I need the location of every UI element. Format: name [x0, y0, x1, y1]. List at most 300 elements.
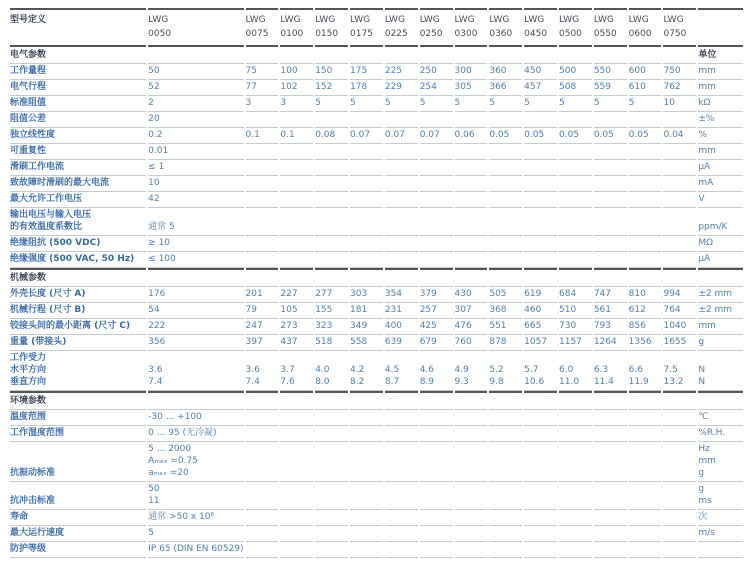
param-value-text	[663, 221, 696, 233]
param-value-text: 505	[489, 289, 507, 299]
param-value-text	[455, 209, 488, 221]
param-value	[489, 144, 522, 160]
param-value-text	[350, 483, 383, 495]
param-value-text	[559, 221, 592, 233]
param-value-text: 1356	[628, 337, 652, 347]
param-value-text	[594, 483, 627, 495]
section-spacer	[246, 268, 279, 287]
param-value-text	[489, 193, 522, 205]
param-value	[420, 410, 453, 426]
param-value-text: Aₘₐₓ =0.75	[148, 456, 198, 466]
param-value	[455, 319, 488, 335]
param-value	[246, 351, 279, 391]
model-prefix: LWG	[593, 15, 614, 25]
param-value	[385, 426, 418, 442]
param-value	[629, 236, 662, 252]
param-value-text	[559, 411, 592, 423]
param-value-text	[315, 511, 348, 523]
param-value-text: 247	[245, 321, 263, 331]
spec-row	[10, 287, 743, 303]
param-value-text: 437	[280, 337, 298, 347]
param-unit	[698, 542, 743, 558]
param-value	[420, 236, 453, 252]
param-value-text: 77	[245, 82, 257, 92]
param-value-text	[594, 161, 627, 173]
param-value	[246, 96, 279, 112]
param-value	[524, 176, 557, 192]
param-unit-text: mA	[698, 178, 714, 188]
param-value-text	[489, 543, 522, 555]
param-value-text: 762	[663, 82, 681, 92]
param-unit-text: μA	[698, 254, 711, 264]
param-value-text	[524, 253, 557, 265]
param-value-text: 349	[350, 321, 368, 331]
param-label-text: 温度范围	[10, 412, 47, 422]
section-spacer	[315, 268, 348, 287]
param-value-text	[594, 455, 627, 467]
param-value-text	[524, 483, 557, 495]
param-value	[246, 64, 279, 80]
model-definition-label	[10, 8, 146, 45]
param-value	[524, 510, 557, 526]
model-definition-text: 型号定义	[10, 15, 47, 25]
param-value-text: 619	[524, 289, 542, 299]
param-value-text: 50	[148, 66, 160, 76]
param-value-text	[350, 527, 383, 539]
param-value-text	[629, 193, 662, 205]
param-value-text	[420, 237, 453, 249]
param-value-text: 5	[350, 98, 356, 108]
param-value-text	[559, 483, 592, 495]
param-value-text: 323	[315, 321, 333, 331]
param-value-text	[663, 237, 696, 249]
param-unit	[698, 335, 743, 351]
param-value-text: 610	[628, 82, 646, 92]
param-value	[559, 236, 592, 252]
param-value-text	[489, 483, 522, 495]
param-value-text: 307	[454, 305, 472, 315]
param-value	[455, 80, 488, 96]
param-value	[663, 252, 696, 268]
param-value-text	[489, 145, 522, 157]
param-label-text: 水平方向	[10, 365, 47, 375]
param-value-text	[246, 237, 279, 249]
param-value	[629, 144, 662, 160]
param-value	[385, 287, 418, 303]
param-value-text	[455, 455, 488, 467]
param-value-text	[489, 352, 522, 364]
param-value	[489, 482, 522, 510]
param-value	[246, 80, 279, 96]
param-value	[350, 96, 383, 112]
param-value-text: 0.05	[524, 130, 545, 140]
param-value	[559, 303, 592, 319]
param-value	[148, 510, 243, 526]
param-value	[246, 510, 279, 526]
param-value-text	[246, 527, 279, 539]
param-value-text: 11.9	[628, 377, 649, 387]
param-value-text	[280, 161, 313, 173]
param-value-text	[315, 177, 348, 189]
param-value-text	[246, 352, 279, 364]
param-value-text	[315, 543, 348, 555]
param-value	[420, 482, 453, 510]
param-label	[10, 128, 146, 144]
param-value-text	[455, 253, 488, 265]
param-value-text: 7.5	[663, 365, 678, 375]
param-value-text	[594, 443, 627, 455]
spec-row	[10, 442, 743, 482]
model-column-header	[594, 8, 627, 45]
param-value	[350, 410, 383, 426]
param-value-text	[280, 177, 313, 189]
param-value-text	[315, 455, 348, 467]
param-value	[489, 442, 522, 482]
param-value-text	[280, 443, 313, 455]
param-value-text: 201	[245, 289, 263, 299]
model-column-header	[455, 8, 488, 45]
param-value-text	[246, 145, 279, 157]
param-value	[315, 96, 348, 112]
param-value-text: 430	[454, 289, 472, 299]
param-value	[315, 252, 348, 268]
param-value-text: 79	[245, 305, 257, 315]
param-value-text: 354	[384, 289, 403, 299]
param-value	[663, 319, 696, 335]
param-value-text	[455, 237, 488, 249]
param-value-text: 10	[663, 98, 675, 108]
param-value	[629, 319, 662, 335]
param-value	[420, 144, 453, 160]
param-value	[350, 442, 383, 482]
param-value	[385, 482, 418, 510]
param-value	[559, 252, 592, 268]
param-value-text	[246, 443, 279, 455]
param-value	[385, 510, 418, 526]
param-value	[455, 176, 488, 192]
param-value-text	[420, 455, 453, 467]
param-value-text: 0.01	[148, 146, 169, 156]
param-value-text	[246, 193, 279, 205]
param-value-text: 5	[148, 528, 154, 538]
model-column-header	[524, 8, 557, 45]
param-label	[10, 526, 146, 542]
param-value-text: 6.6	[628, 365, 643, 375]
model-prefix: LWG	[419, 15, 440, 25]
param-value	[663, 303, 696, 319]
param-label-text: 致故障时滑刷的最大电流	[10, 178, 110, 188]
param-value-text: 397	[245, 337, 263, 347]
param-value	[489, 319, 522, 335]
param-value-text	[524, 495, 557, 507]
param-value-text: 4.2	[350, 365, 365, 375]
param-value-text	[559, 161, 592, 173]
param-value-text: 994	[663, 289, 681, 299]
param-value-text	[315, 427, 348, 439]
param-value-text	[559, 543, 592, 555]
param-value-text	[246, 177, 279, 189]
param-value-text	[594, 237, 627, 249]
param-value-text	[455, 411, 488, 423]
param-value-text	[524, 209, 557, 221]
param-value-text	[280, 483, 313, 495]
param-value-text	[280, 455, 313, 467]
spec-table	[8, 8, 745, 558]
section-title-text: 电气参数	[10, 50, 47, 60]
param-value	[559, 351, 592, 391]
spec-row	[10, 176, 743, 192]
param-value-text: 508	[559, 82, 577, 92]
param-label-text: 工作量程	[10, 66, 47, 76]
param-value-text: 176	[148, 289, 166, 299]
param-value	[148, 64, 243, 80]
param-value-text	[524, 427, 557, 439]
param-value	[594, 351, 627, 391]
param-label	[10, 236, 146, 252]
param-value-text	[559, 145, 592, 157]
param-label	[10, 510, 146, 526]
param-value	[246, 410, 279, 426]
param-value-text	[455, 511, 488, 523]
param-value	[280, 96, 313, 112]
param-value-text	[246, 483, 279, 495]
param-value	[246, 252, 279, 268]
param-value-text	[489, 455, 522, 467]
param-value-text	[385, 511, 418, 523]
param-value-text	[663, 511, 696, 523]
param-value-text: 550	[593, 66, 612, 76]
param-value-text	[489, 113, 522, 125]
param-value-text	[489, 443, 522, 455]
param-value-text	[420, 511, 453, 523]
param-value-text	[524, 161, 557, 173]
param-value-text: 4.6	[419, 365, 435, 375]
param-value	[315, 335, 348, 351]
param-value	[663, 526, 696, 542]
model-code: 0075	[245, 29, 269, 39]
param-value	[594, 319, 627, 335]
param-value	[385, 526, 418, 542]
param-value-text	[559, 467, 592, 479]
param-value	[663, 335, 696, 351]
param-value	[315, 192, 348, 208]
param-value	[524, 160, 557, 176]
param-value-text	[350, 237, 383, 249]
param-value-text: 105	[280, 305, 298, 315]
param-value	[455, 526, 488, 542]
param-value	[148, 192, 243, 208]
section-title	[10, 391, 146, 410]
section-spacer	[148, 268, 243, 287]
param-value	[148, 482, 243, 510]
param-value-text: 0.1	[245, 130, 260, 140]
param-value-text: 277	[315, 289, 333, 299]
param-value	[420, 80, 453, 96]
param-value	[663, 351, 696, 391]
param-label-text: 抗冲击标准	[10, 496, 56, 506]
section-spacer	[594, 268, 627, 287]
param-value	[455, 351, 488, 391]
param-label	[10, 96, 146, 112]
param-value-text	[420, 483, 453, 495]
param-value	[559, 442, 592, 482]
param-value-text	[420, 253, 453, 265]
param-value	[350, 335, 383, 351]
param-value	[246, 128, 279, 144]
param-value-text	[629, 209, 662, 221]
param-value	[246, 287, 279, 303]
param-value-text	[315, 221, 348, 233]
param-value-text: 181	[350, 305, 368, 315]
param-value-text	[350, 511, 383, 523]
param-value-text	[524, 113, 557, 125]
spec-row	[10, 335, 743, 351]
param-value	[350, 303, 383, 319]
param-value-text: 730	[559, 321, 577, 331]
param-value	[524, 303, 557, 319]
param-value	[148, 526, 243, 542]
param-value	[455, 64, 488, 80]
param-value	[246, 442, 279, 482]
param-value	[315, 526, 348, 542]
section-spacer	[280, 45, 313, 64]
param-value	[385, 335, 418, 351]
param-value	[420, 510, 453, 526]
param-value	[246, 208, 279, 236]
param-value	[524, 319, 557, 335]
param-value-text: 231	[384, 305, 403, 315]
param-value	[629, 252, 662, 268]
param-value-text: 254	[419, 82, 437, 92]
param-value	[594, 287, 627, 303]
param-label	[10, 112, 146, 128]
spec-row	[10, 112, 743, 128]
param-value-text	[350, 495, 383, 507]
param-value	[455, 96, 488, 112]
section-spacer	[350, 391, 383, 410]
model-code: 0360	[489, 29, 513, 39]
param-value	[280, 510, 313, 526]
section-spacer	[280, 268, 313, 287]
param-value-text	[629, 443, 662, 455]
param-value-text	[489, 237, 522, 249]
param-value-text	[559, 209, 592, 221]
param-value-text	[350, 253, 383, 265]
param-value-text: 878	[489, 337, 507, 347]
param-value-text	[420, 467, 453, 479]
param-value-text	[663, 527, 696, 539]
param-value	[148, 96, 243, 112]
param-label	[10, 410, 146, 426]
param-value	[385, 442, 418, 482]
param-value	[420, 351, 453, 391]
param-label	[10, 192, 146, 208]
model-column-header	[350, 8, 383, 45]
param-value	[629, 410, 662, 426]
param-value	[559, 144, 592, 160]
spec-row	[10, 144, 743, 160]
param-value-text	[594, 352, 627, 364]
param-value	[280, 351, 313, 391]
param-value-text: IP 65 (DIN EN 60529)	[148, 544, 244, 554]
param-value	[385, 96, 418, 112]
param-value-text	[663, 209, 696, 221]
model-column-header	[148, 8, 243, 45]
param-value-text: 通常 5	[148, 222, 175, 232]
param-unit-text	[698, 209, 743, 221]
param-value	[524, 128, 557, 144]
param-value-text	[594, 511, 627, 523]
param-value	[420, 287, 453, 303]
param-value	[350, 236, 383, 252]
param-value	[629, 192, 662, 208]
param-value	[350, 351, 383, 391]
param-unit	[698, 351, 743, 391]
param-value-text	[663, 467, 696, 479]
param-value-text	[455, 193, 488, 205]
param-unit-text: mm	[698, 456, 716, 466]
param-value	[420, 526, 453, 542]
param-value-text: 368	[489, 305, 507, 315]
param-value	[559, 160, 592, 176]
param-value	[385, 144, 418, 160]
section-title-text: 机械参数	[10, 273, 47, 283]
param-value	[524, 542, 557, 558]
param-value-text	[280, 221, 313, 233]
param-value-text: 6.0	[559, 365, 574, 375]
param-value-text: 42	[148, 194, 160, 204]
param-value	[148, 144, 243, 160]
param-value-text: 5	[384, 98, 391, 108]
param-value-text: 8.2	[350, 377, 365, 387]
param-value	[559, 112, 592, 128]
param-value	[559, 510, 592, 526]
param-value-text	[489, 177, 522, 189]
param-value-text: 1264	[593, 337, 617, 347]
param-value	[385, 64, 418, 80]
param-value	[246, 112, 279, 128]
param-value-text	[663, 455, 696, 467]
param-value-text	[315, 527, 348, 539]
param-value	[455, 542, 488, 558]
param-value-text: ≤ 100	[148, 254, 176, 264]
param-value-text	[524, 177, 557, 189]
model-prefix: LWG	[350, 15, 371, 25]
param-value-text	[455, 352, 488, 364]
param-value-text: 457	[524, 82, 542, 92]
param-value-text	[246, 427, 279, 439]
param-value	[629, 176, 662, 192]
param-value	[455, 112, 488, 128]
param-value-text	[385, 443, 418, 455]
param-value	[280, 252, 313, 268]
param-label	[10, 319, 146, 335]
param-value-text	[385, 237, 418, 249]
param-value	[594, 128, 627, 144]
param-value	[663, 144, 696, 160]
param-value-text	[455, 467, 488, 479]
param-unit-text	[698, 352, 743, 364]
param-value-text	[524, 237, 557, 249]
param-value-text	[420, 113, 453, 125]
param-label-text: 最大允许工作电压	[10, 194, 83, 204]
param-value	[280, 144, 313, 160]
param-value-text	[663, 427, 696, 439]
param-unit-text: ±2 mm	[698, 305, 732, 315]
param-value	[663, 442, 696, 482]
param-value-text	[629, 427, 662, 439]
param-value	[246, 303, 279, 319]
